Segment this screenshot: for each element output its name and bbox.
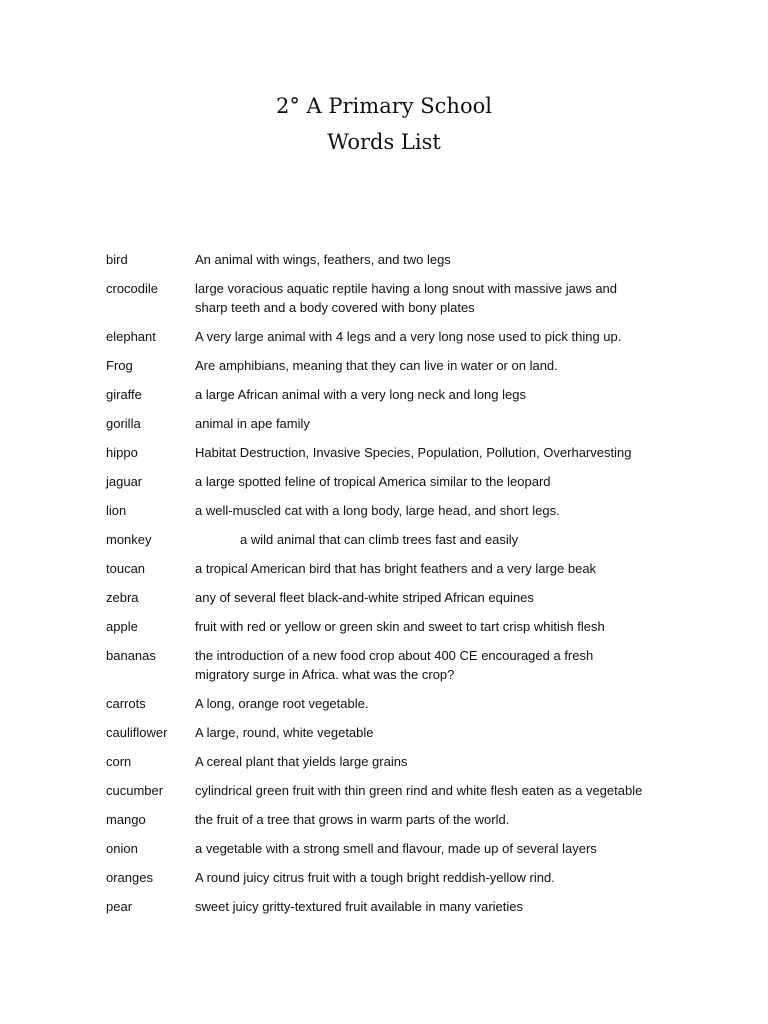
term: carrots (106, 696, 146, 711)
term: bird (106, 252, 128, 267)
term: apple (106, 619, 138, 634)
definition: Habitat Destruction, Invasive Species, Population, Pollution, Overharvesting (195, 445, 632, 460)
definition: A round juicy citrus fruit with a tough bright reddish-yellow rind. (195, 870, 555, 885)
list-item-cucumber (106, 781, 666, 800)
list-item-crocodile (106, 279, 666, 317)
definition: cylindrical green fruit with thin green rind and white flesh eaten as a vegetable (195, 783, 643, 798)
list-item-gorilla (106, 414, 666, 433)
list-item-onion (106, 839, 666, 858)
definition: any of several fleet black-and-white striped African equines (195, 590, 534, 605)
term: oranges (106, 870, 153, 885)
list-title: Words List (327, 130, 441, 154)
term: jaguar (106, 474, 143, 489)
list-item-zebra (106, 588, 666, 607)
definition: A long, orange root vegetable. (195, 696, 369, 711)
term: toucan (106, 561, 146, 576)
definition: animal in ape family (195, 416, 310, 431)
definition: the introduction of a new food crop about 400 CE encouraged a fresh migratory surge in Africa. what was the crop? (195, 648, 594, 682)
list-item-frog (106, 356, 666, 375)
list-item-jaguar (106, 472, 666, 491)
definition: fruit with red or yellow or green skin and sweet to tart crisp whitish flesh (195, 619, 605, 634)
list-item-toucan (106, 559, 666, 578)
page-title (0, 88, 768, 160)
term: Frog (106, 358, 133, 373)
list-item-carrots (106, 694, 666, 713)
definition: A cereal plant that yields large grains (195, 754, 408, 769)
term: elephant (106, 329, 156, 344)
definition: the fruit of a tree that grows in warm parts of the world. (195, 812, 510, 827)
definition: a large African animal with a very long neck and long legs (195, 387, 526, 402)
list-item-bird (106, 250, 666, 269)
words-list (106, 250, 666, 926)
term: cucumber (106, 783, 164, 798)
definition: a large spotted feline of tropical America similar to the leopard (195, 474, 551, 489)
list-item-apple (106, 617, 666, 636)
term: giraffe (106, 387, 142, 402)
term: lion (106, 503, 127, 518)
list-item-elephant (106, 327, 666, 346)
list-item-lion (106, 501, 666, 520)
term: onion (106, 841, 138, 856)
definition: a wild animal that can climb trees fast and easily (240, 532, 519, 547)
term: gorilla (106, 416, 141, 431)
list-item-corn (106, 752, 666, 771)
list-item-monkey (106, 530, 666, 549)
term: hippo (106, 445, 138, 460)
list-item-pear (106, 897, 666, 916)
term: cauliflower (106, 725, 168, 740)
list-item-bananas (106, 646, 666, 684)
definition: a vegetable with a strong smell and flavour, made up of several layers (195, 841, 597, 856)
definition: A very large animal with 4 legs and a very long nose used to pick thing up. (195, 329, 622, 344)
term: crocodile (106, 281, 159, 296)
definition: sweet juicy gritty-textured fruit available in many varieties (195, 899, 524, 914)
list-item-giraffe (106, 385, 666, 404)
list-item-cauliflower (106, 723, 666, 742)
term: bananas (106, 648, 156, 663)
list-item-oranges (106, 868, 666, 887)
definition: large voracious aquatic reptile having a long snout with massive jaws and sharp teeth and a body covered with bony plates (195, 281, 618, 315)
definition: a well-muscled cat with a long body, large head, and short legs. (195, 503, 560, 518)
definition: An animal with wings, feathers, and two legs (195, 252, 451, 267)
list-item-mango (106, 810, 666, 829)
school-title: 2° A Primary School (276, 94, 492, 118)
list-item-hippo (106, 443, 666, 462)
term: pear (106, 899, 133, 914)
term: monkey (106, 532, 152, 547)
term: mango (106, 812, 146, 827)
definition: Are amphibians, meaning that they can live in water or on land. (195, 358, 558, 373)
definition: a tropical American bird that has bright feathers and a very large beak (195, 561, 597, 576)
term: corn (106, 754, 132, 769)
term: zebra (106, 590, 139, 605)
definition: A large, round, white vegetable (195, 725, 374, 740)
